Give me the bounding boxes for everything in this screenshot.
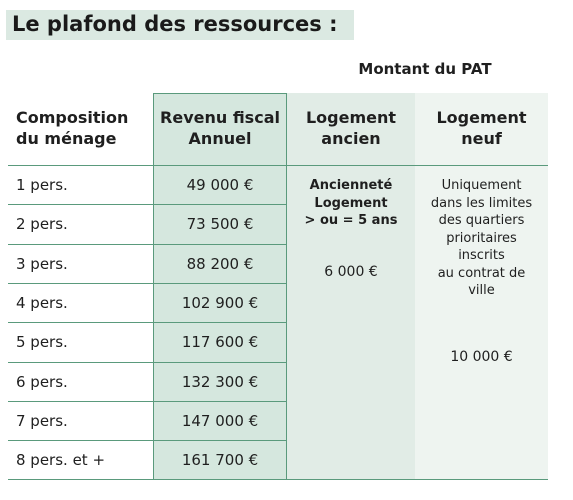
- ancien-montant: 6 000 €: [324, 264, 378, 280]
- row-7-revenu: 147 000 €: [181, 412, 259, 430]
- header-neuf-label: Logement neuf: [436, 108, 527, 148]
- row-7-composition: 7 pers.: [16, 412, 68, 430]
- header-composition-label: Composition du ménage: [16, 108, 129, 148]
- pat-amount-heading: Montant du PAT: [358, 60, 492, 78]
- row-5-revenu: 117 600 €: [181, 333, 259, 351]
- header-bottom-border: [8, 165, 548, 166]
- header-revenu-label: Revenu fiscal Annuel: [160, 108, 280, 148]
- row-3-composition: 3 pers.: [16, 255, 68, 273]
- row-3-revenu: 88 200 €: [186, 255, 254, 273]
- neuf-montant: 10 000 €: [450, 349, 513, 365]
- header-neuf: [415, 93, 548, 165]
- row-2-revenu: 73 500 €: [186, 215, 254, 233]
- neuf-condition: Uniquement dans les limites des quartiers prioritaires inscrits au contrat de ville: [430, 178, 533, 299]
- row-1-revenu: 49 000 €: [186, 176, 254, 194]
- page-title: Le plafond des ressources :: [6, 10, 354, 40]
- row-1-composition: 1 pers.: [16, 176, 68, 194]
- row-4-composition: 4 pers.: [16, 294, 68, 312]
- ancien-condition: Ancienneté Logement > ou = 5 ans: [304, 178, 398, 229]
- row-divider: [8, 244, 287, 245]
- row-2-composition: 2 pers.: [16, 215, 68, 233]
- header-ancien: [287, 93, 415, 165]
- row-divider: [8, 401, 287, 402]
- row-8-composition: 8 pers. et +: [16, 451, 106, 469]
- revenu-top-border: [153, 93, 287, 94]
- header-ancien-label: Logement ancien: [305, 108, 397, 148]
- row-divider: [8, 283, 287, 284]
- row-4-revenu: 102 900 €: [181, 294, 259, 312]
- row-8-revenu: 161 700 €: [181, 451, 259, 469]
- resources-table: [8, 93, 548, 480]
- header-composition: [16, 93, 153, 165]
- row-5-composition: 5 pers.: [16, 333, 68, 351]
- row-divider: [8, 204, 287, 205]
- header-revenu: [153, 93, 287, 165]
- row-6-composition: 6 pers.: [16, 373, 68, 391]
- row-divider: [8, 322, 287, 323]
- table-bottom-border: [8, 479, 548, 480]
- row-divider: [8, 362, 287, 363]
- row-divider: [8, 440, 287, 441]
- row-6-revenu: 132 300 €: [181, 373, 259, 391]
